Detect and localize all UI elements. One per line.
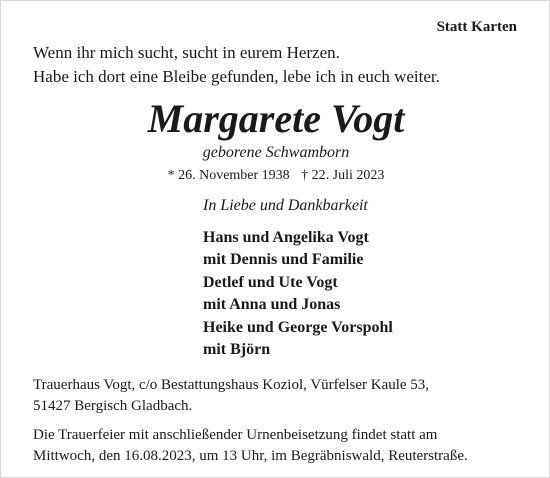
birth-date: * 26. November 1938	[167, 168, 290, 183]
mourner-line: Hans und Angelika Vogt	[203, 229, 369, 246]
death-date: † 22. Juli 2023	[301, 168, 385, 183]
address-line: Trauerhaus Vogt, c/o Bestattungshaus Koziol, Vürfelser Kaule 53,	[33, 377, 430, 393]
mourner-line: Heike und George Vorspohl	[203, 318, 393, 336]
mourner-line: Detlef und Ute Vogt	[203, 273, 338, 291]
mourners-list	[203, 227, 393, 361]
maiden-name: geborene Schwamborn	[202, 144, 350, 161]
service-line: Mittwoch, den 16.08.2023, um 13 Uhr, im Begräbniswald, Reuterstraße.	[33, 448, 468, 464]
life-dates	[1, 168, 550, 184]
service-line: Die Trauerfeier mit anschließender Urnenbeisetzung findet statt am	[33, 427, 438, 443]
address-block	[33, 375, 429, 417]
farewell-line: In Liebe und Dankbarkeit	[203, 197, 368, 214]
poem	[33, 41, 440, 89]
mourner-line: mit Anna und Jonas	[203, 296, 341, 314]
mourner-line: mit Björn	[203, 341, 271, 359]
poem-line: Wenn ihr mich sucht, sucht in eurem Herzen.	[33, 43, 340, 62]
service-info	[33, 425, 468, 467]
deceased-name: Margarete Vogt	[147, 96, 405, 141]
poem-line: Habe ich dort eine Bleibe gefunden, lebe ich in euch weiter.	[33, 67, 440, 86]
mourner-line: mit Dennis und Familie	[203, 251, 364, 269]
header-label: Statt Karten	[436, 19, 517, 35]
address-line: 51427 Bergisch Gladbach.	[33, 398, 193, 414]
